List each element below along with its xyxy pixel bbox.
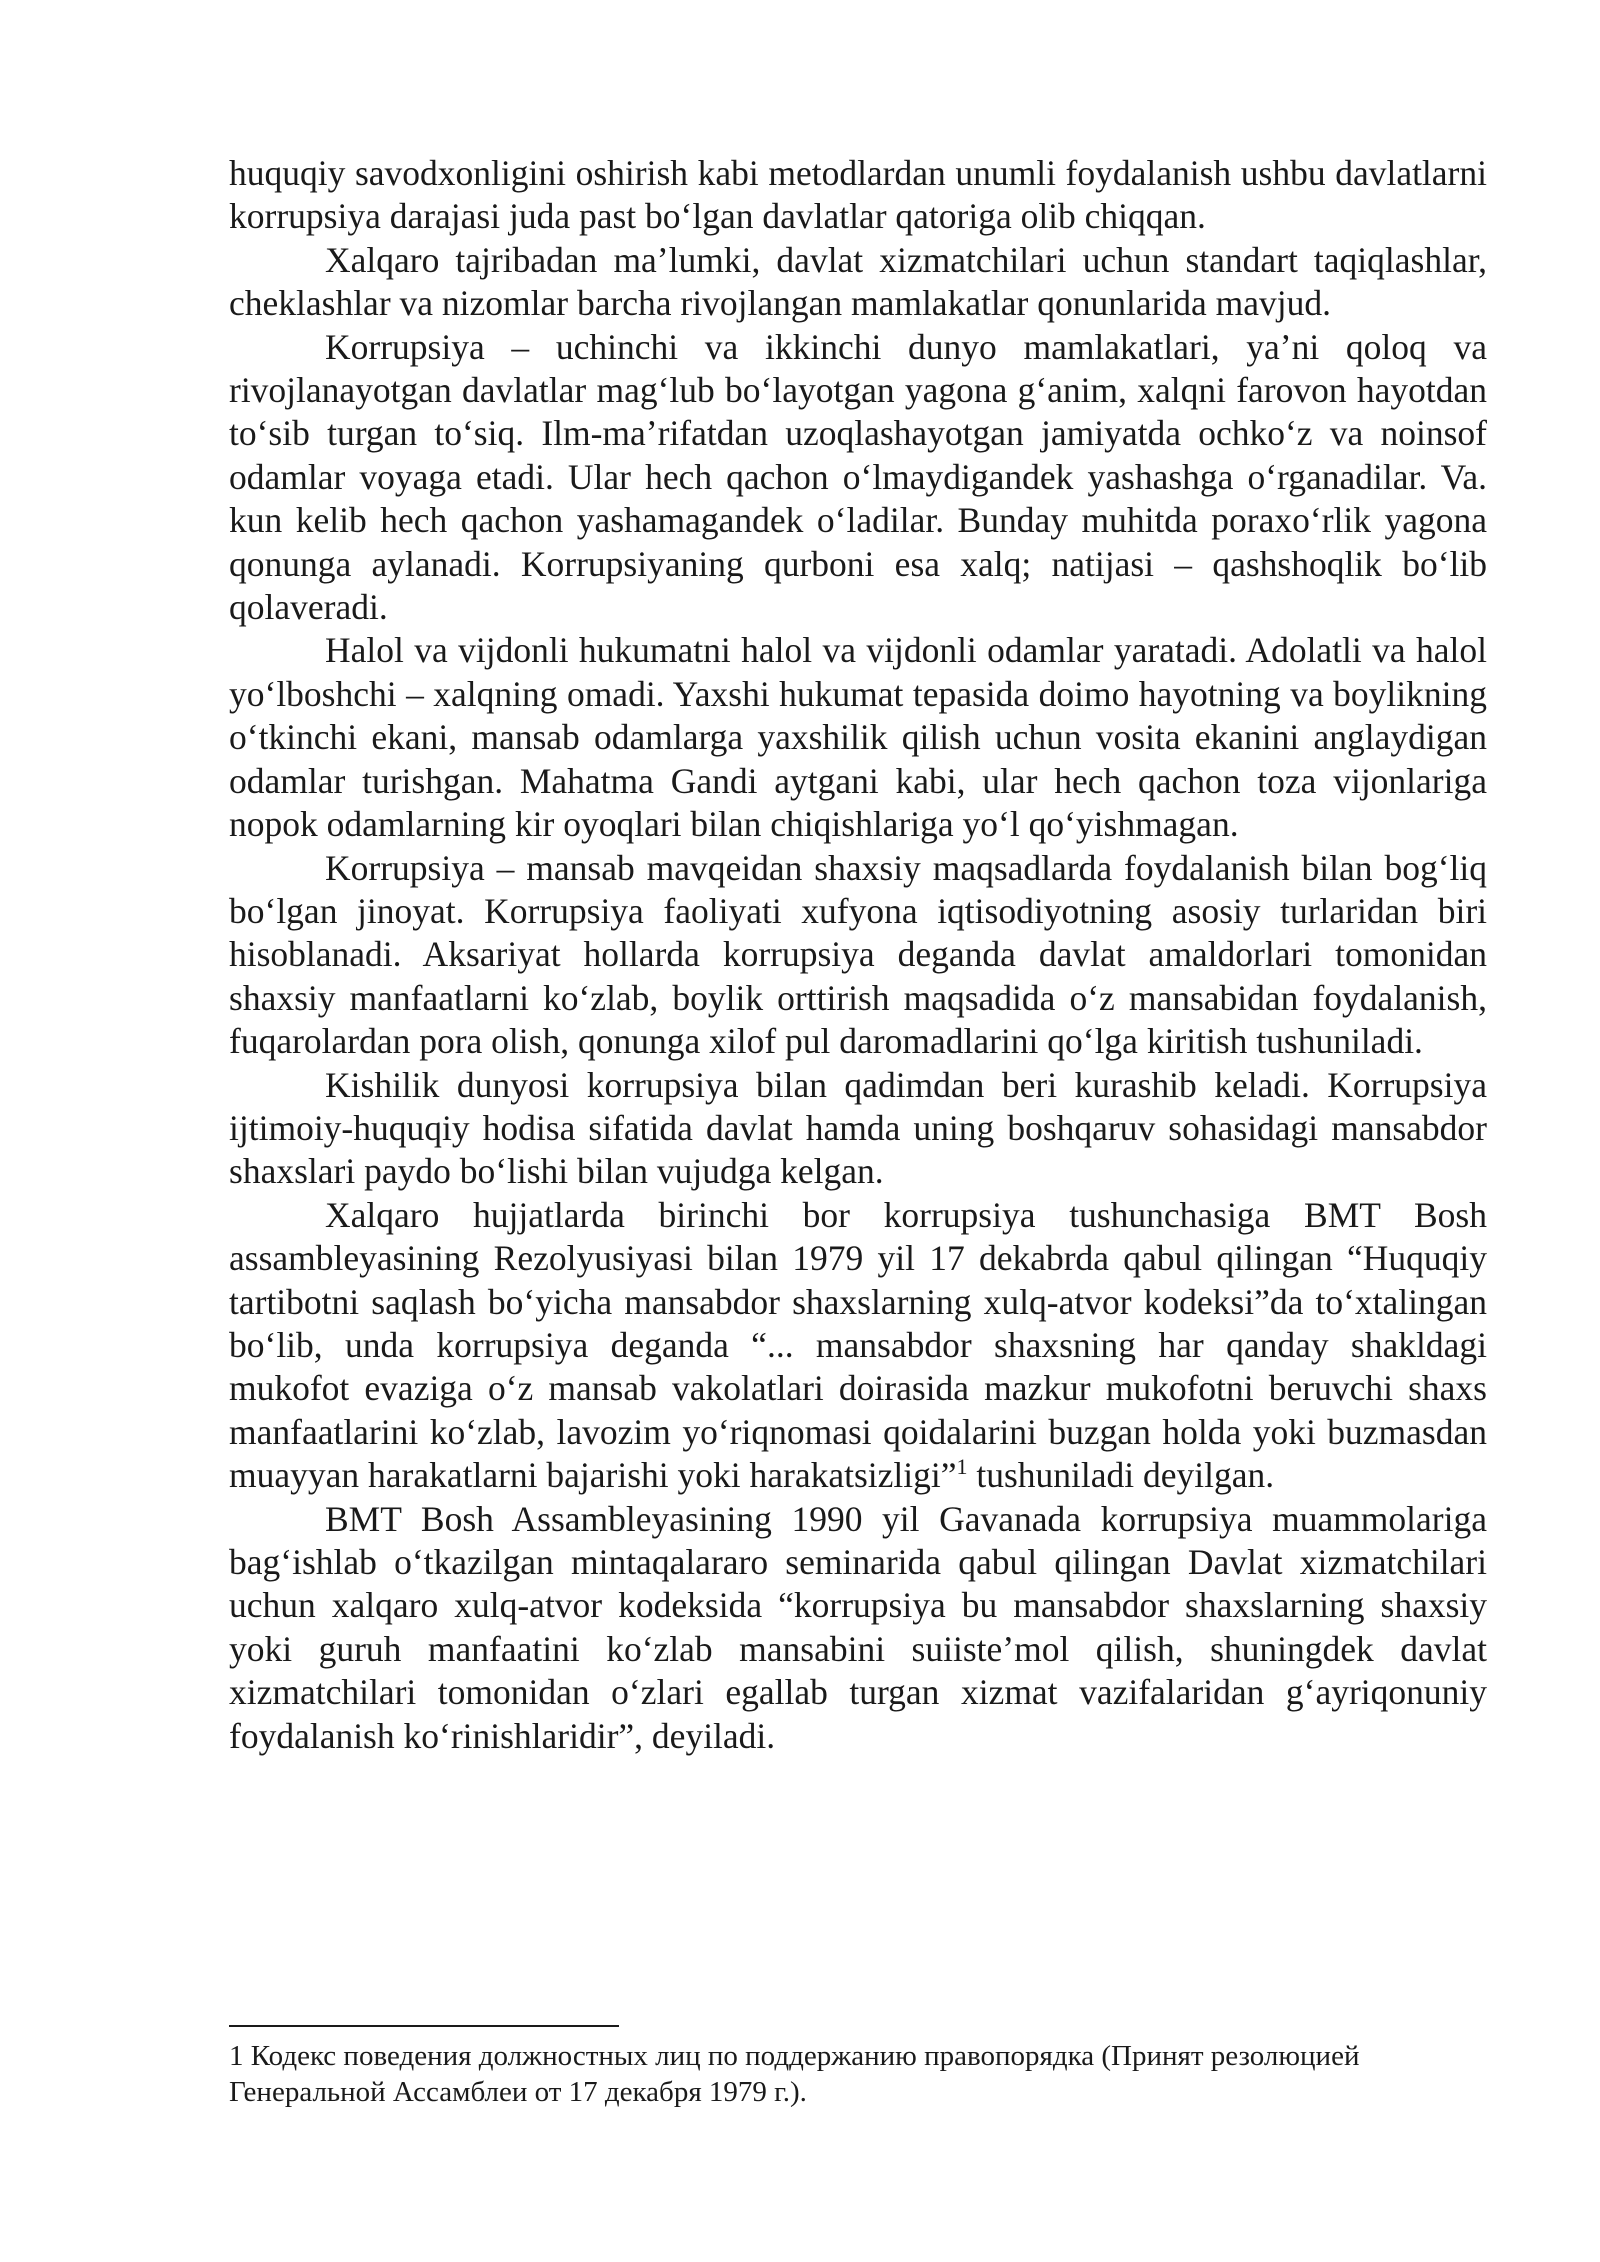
footnote: 1 Кодекс поведения должностных лиц по поддержанию правопорядка (Принят резолюцией Генеральной Ассамблеи от 17 декабря 1979 г.).: [229, 2040, 1360, 2108]
paragraph-text-end: tushuniladi deyilgan.: [967, 1455, 1275, 1496]
paragraph: Korrupsiya – uchinchi va ikkinchi dunyo mamlakatlari, yaʼni qoloq va rivojlanayotgan davlatlar magʻlub boʻlayotgan yagona gʻanim, xalqni farovon hayotdan toʻsib turgan toʻsiq. Ilm-maʼrifatdan uzoqlashayotgan jamiyatda ochkoʻz va noinsof odamlar voyaga etadi. Ular hech qachon oʻlmaydigandek yashashga oʻrganadilar. Va. kun kelib hech qachon yashamagandek oʻladilar. Bunday muhitda poraxoʻrlik yagona qonunga aylanadi. Korrupsiyaning qurboni esa xalq; natijasi – qashshoqlik boʻlib qolaveradi.: [229, 326, 1487, 628]
paragraph: Xalqaro tajribadan maʼlumki, davlat xizmatchilari uchun standart taqiqlashlar, cheklashlar va nizomlar barcha rivojlangan mamlakatlar qonunlarida mavjud.: [229, 239, 1487, 324]
paragraph: Halol va vijdonli hukumatni halol va vijdonli odamlar yaratadi. Adolatli va halol yoʻlboshchi – xalqning omadi. Yaxshi hukumat tepasida doimo hayotning va boylikning oʻtkinchi ekani, mansab odamlarga yaxshilik qilish uchun vosita ekanini anglaydigan odamlar turishgan. Mahatma Gandi aytgani kabi, ular hech qachon toza vijonlariga nopok odamlarning kir oyoqlari bilan chiqishlariga yoʻl qoʻyishmagan.: [229, 630, 1487, 845]
footnote-separator: [229, 2025, 619, 2027]
paragraph: Kishilik dunyosi korrupsiya bilan qadimdan beri kurashib keladi. Korrupsiya ijtimoiy-huquqiy hodisa sifatida davlat hamda uning boshqaruv sohasidagi mansabdor shaxslari paydo boʻlishi bilan vujudga kelgan.: [229, 1064, 1487, 1192]
paragraph: huquqiy savodxonligini oshirish kabi metodlardan unumli foydalanish ushbu davlatlarni korrupsiya darajasi juda past boʻlgan davlatlar qatoriga olib chiqqan.: [229, 153, 1487, 237]
paragraph: BMT Bosh Assambleyasining 1990 yil Gavanada korrupsiya muammolariga bagʻishlab oʻtkazilgan mintaqalararo seminarida qabul qilingan Davlat xizmatchilari uchun xalqaro xulq-atvor kodeksida “korrupsiya bu mansabdor shaxslarning shaxsiy yoki guruh manfaatini koʻzlab mansabini suiisteʼmol qilish, shuningdek davlat xizmatchilari tomonidan oʻzlari egallab turgan xizmat vazifalaridan gʻayriqonuniy foydalanish koʻrinishlaridir”, deyiladi.: [229, 1498, 1487, 1756]
body-text: [229, 152, 1487, 1758]
paragraph: Korrupsiya – mansab mavqeidan shaxsiy maqsadlarda foydalanish bilan bogʻliq boʻlgan jinoyat. Korrupsiya faoliyati xufyona iqtisodiyotning asosiy turlaridan biri hisoblanadi. Aksariyat hollarda korrupsiya deganda davlat amaldorlari tomonidan shaxsiy manfaatlarni koʻzlab, boylik orttirish maqsadida oʻz mansabidan foydalanish, fuqarolardan pora olish, qonunga xilof pul daromadlarini qoʻlga kiritish tushuniladi.: [229, 847, 1487, 1062]
paragraph-text: Xalqaro hujjatlarda birinchi bor korrupsiya tushunchasiga BMT Bosh assambleyasining Rezolyusiyasi bilan 1979 yil 17 dekabrda qabul qilingan “Huquqiy tartibotni saqlash boʻyicha mansabdor shaxslarning xulq-atvor kodeksi”da toʻxtalingan boʻlib, unda korrupsiya deganda “... mansabdor shaxsning har qanday shakldagi mukofot evaziga oʻz mansab vakolatlari doirasida mazkur mukofotni beruvchi shaxs manfaatlarini koʻzlab, lavozim yoʻriqnomasi qoidalarini buzgan holda yoki buzmasdan muayyan harakatlarni bajarishi yoki harakatsizligi”: [229, 1194, 1487, 1496]
paragraph-with-footnote: [229, 1194, 1487, 1498]
footnote-reference[interactable]: 1: [956, 1454, 968, 1480]
